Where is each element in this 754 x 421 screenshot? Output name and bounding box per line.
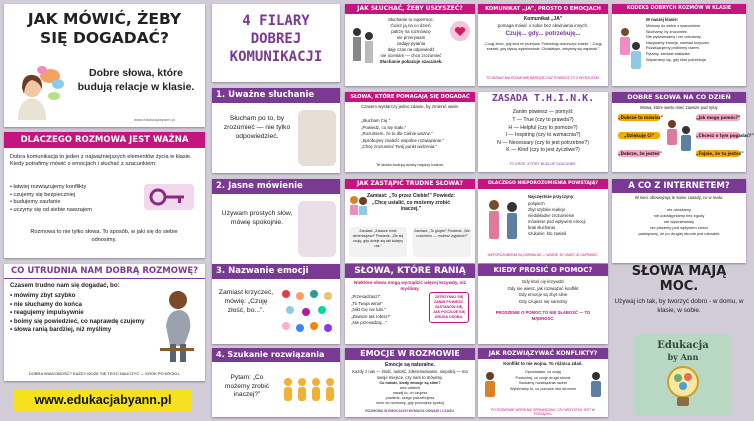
good-words-intro: Słowa, które warto mieć zawsze pod ręką: <box>639 105 719 110</box>
helpful-words-footer: Te słowa budują mosty między ludźmi. <box>375 162 445 167</box>
title-card <box>4 4 205 127</box>
good-words-card <box>612 92 754 172</box>
girl-illustration <box>10 62 66 120</box>
think-card <box>478 92 608 172</box>
pillars-title-card <box>212 4 340 82</box>
replace-words-text: Zamiast: „To przez Ciebie!” Powiedz: „Chcę ustalić, co możemy zrobić inaczej.” <box>367 193 455 212</box>
pillars-title: 4 FILARY DOBREJ KOMUNIKACJI <box>229 13 323 65</box>
hurtful-words-header: SŁOWA, KTÓRE RANIĄ <box>345 264 475 278</box>
i-message-line1: Komunikat „JA” <box>523 16 563 22</box>
helpful-words-lines: „Słucham Cię.” „Powiedz, co się stało.” „Rozumiem, że to dla Ciebie ważne.” „Spróbujmy znaleźć wspólne rozwiązanie.” „Chcę zrozumieć Twój punkt widzenia.” <box>361 118 444 149</box>
hurtful-words-note: ZATRZYMAJ SIĘ ZANIM POWIESZ. ZASTANÓW SIĘ, JAK POCZUJE SIĘ DRUGA OSOBA. <box>429 292 469 323</box>
list-item: • uczymy się od siebie nawzajem <box>10 206 92 213</box>
pillar-2-card <box>212 179 340 264</box>
power-words-text: Używaj ich tak, by tworzyć dobro - w domu, w klasie, w sobie. <box>614 298 744 314</box>
arguing-people-icon <box>484 195 522 247</box>
phrase-chip: „Chcesz o tym pogadać?” <box>696 133 754 138</box>
code-header: KODEKS DOBRYCH ROZMÓW W KLASIE <box>612 4 746 14</box>
emotions-list: Co mówić, kiedy emocje są silne? weź oddech nazwij to, co czujesz powiedz, czego potrzebujesz wróć do rozmowy, gdy poczujesz spokój <box>376 381 444 405</box>
replace-words-card <box>345 179 475 263</box>
list-item: • słowa ranią bardziej, niż myślimy <box>10 326 112 333</box>
key-icon <box>144 184 194 210</box>
think-header: ZASADA T.H.I.N.K. <box>478 92 608 106</box>
sad-child-illustration <box>154 286 199 366</box>
heart-bubble-icon <box>449 20 471 42</box>
pillar-4-text: Pytam: „Co możemy zrobić inaczej?” <box>224 374 270 398</box>
phrase-chip: „Dobrze to mówisz” <box>618 115 664 120</box>
phrase-chip: „Dobrze, że jesteś” <box>618 151 663 156</box>
pillar-4-card <box>212 348 340 417</box>
why-bullets <box>10 184 140 214</box>
replace-bubble-1: Zamiast: „Zawsze mnie denerwujesz!” Powiedz: „Źle się czuję, gdy dzieje się tak kolejny raz.” <box>349 227 407 257</box>
children-reading-icon <box>616 22 644 78</box>
resolve-conflicts-card <box>478 348 608 417</box>
code-intro: W naszej klasie: <box>646 17 679 22</box>
code-card <box>612 4 746 86</box>
i-message-examples: „Czuję złość, gdy ktoś mi przerywa. Potrzebuję dokończyć zdanie.” „Czuję smutek, gdy słyszę wyśmiewanie. Chciałabym, żebyśmy się wspierali.” <box>484 42 602 51</box>
two-people-icon <box>349 22 377 78</box>
pillar-2-title: 2. Jasne mówienie <box>212 179 340 194</box>
brand-logo <box>634 334 732 416</box>
hurtful-words-intro: Niektóre słowa mogą wyrządzić więcej krzywdy, niż myślimy. <box>354 280 466 291</box>
phrase-chip: „Jak mogę pomóc?” <box>696 115 741 120</box>
main-title: JAK MÓWIĆ, ŻEBY SIĘ DOGADAĆ? <box>27 10 182 47</box>
think-intro: Zanim powiesz — pomyśl: <box>512 109 574 115</box>
i-message-footer: TO WZMACNIA ROZMOWĘ BARDZIEJ NIŻ POWIEDZ TO Z WYRZUTEM. <box>486 76 600 80</box>
ask-help-header: KIEDY PROSIĆ O POMOC? <box>478 264 608 276</box>
resolve-header: JAK ROZWIĄZYWAĆ KONFLIKTY? <box>478 348 608 359</box>
site-banner[interactable]: www.edukacjabyann.pl <box>14 389 192 411</box>
think-lines: T — True (czy to prawda?) H — Helpful (czy to pomoże?) I — Inspiring (czy to wzmacnia?) N — Necessary (czy to jest potrzebne?) K — Kind (czy to jest życzliwe?) <box>497 117 589 153</box>
code-lines: Mówimy do siebie z szacunkiem. Słuchamy, by zrozumieć. Nie wyśmiewamy i nie oceniamy. Nazywamy emocje, zamiast krzyczeć. Rozwiązujemy problemy razem. Pytamy, zamiast zakładać. Wspieramy się, gdy ktoś potrzebuje. <box>646 24 710 62</box>
pillar-1-text: Słucham po to, by zrozumieć — nie tylko odpowiedzieć. <box>223 115 291 140</box>
phrase-chip: „Fajnie, że tu jesteś” <box>696 151 744 156</box>
title-subtitle: Dobre słowa, które budują relacje w klasie. <box>77 67 195 93</box>
internet-header: A CO Z INTERNETEM? <box>612 179 746 193</box>
misunderstandings-lines: pośpiech zbyt szybkie reakcje niedokładne zrozumienie mówienie pod wpływem emocji brak słuchania szukanie, kto zawinił <box>528 201 586 236</box>
misunderstandings-intro: Najczęstsze przyczyny: <box>528 194 575 199</box>
list-item: • czujemy się bezpieczniej <box>10 191 76 198</box>
i-message-line3: Czuję... gdy... potrzebuję... <box>505 31 581 37</box>
pillar-1-title: 1. Uważne słuchanie <box>212 88 340 103</box>
ask-help-lines: Gdy ktoś cię krzywdzi Gdy nie wiesz, jak rozwiązać konflikt Gdy emocje są zbyt silne Gdy czujesz się samotny <box>507 279 579 304</box>
ask-help-card <box>478 264 608 344</box>
listening-lines: Słuchanie to supermoc. Ćwicz ją na co dzień: patrzę na rozmówcę nie przerywam zadaję pytania daję czas na odpowiedź nie oceniam — chcę zrozumieć Słuchanie pokazuje szacunek. <box>379 17 443 64</box>
helpful-words-card <box>345 92 475 172</box>
logo-line2: by Ann <box>667 352 699 362</box>
emotions-intro: Emocje są naturalne. <box>384 362 436 368</box>
pillar-2-text: Używam prostych słów, mówię spokojnie. <box>221 210 293 226</box>
obstacles-intro: Czasem trudno nam się dogadać, bo: <box>10 282 120 289</box>
emotion-people-icon <box>278 286 336 338</box>
list-item: • reagujemy impulsywnie <box>10 309 84 316</box>
resolve-lead: Konflikt to nie wojna. To różnica zdań. <box>503 361 583 366</box>
pillar-3-card <box>212 264 340 344</box>
misunderstandings-card <box>478 179 608 263</box>
i-message-header: KOMUNIKAT „JA”, PROSTO O EMOCJACH <box>478 4 608 14</box>
emotions-text: Każdy z nas — złość, radość, zdenerwowanie, niepokój — ma swoje miejsce, czy nam to mówimy. <box>352 369 468 380</box>
helpful-words-intro: Czasem wystarczy jedno zdanie, by zmienić wiele: <box>360 104 460 109</box>
think-footer: TO KROK, KTÓRY BUDUJE SZACUNEK. <box>509 162 577 166</box>
internet-lines: nie obrażamy nie udostępniamy bez zgody nie wyśmiewamy nie piszemy pod wpływem złości pamiętamy, że po drugiej stronie jest człowiek <box>638 207 720 236</box>
hurtful-words-card <box>345 264 475 344</box>
replace-words-header: JAK ZASTĄPIĆ TRUDNE SŁOWA? <box>345 179 475 189</box>
i-message-card <box>478 4 608 86</box>
list-item: • nie słuchamy do końca <box>10 300 82 308</box>
why-intro: Dobra komunikacja to jeden z najważniejszych elementów życia w klasie. Kiedy potrafimy mówić o emocjach i słuchać z szacunkiem: <box>10 154 192 167</box>
talking-girls-icon <box>347 193 369 217</box>
child-right-icon <box>588 370 604 406</box>
power-words-panel <box>612 264 746 330</box>
list-item: • budujemy zaufanie <box>10 199 61 205</box>
misunderstandings-header: DLACZEGO NIEPOROZUMIENIA POWSTAJĄ? <box>478 179 608 189</box>
emotions-header: EMOCJE W ROZMOWIE <box>345 348 475 360</box>
logo-line1: Edukacja <box>657 340 709 351</box>
emotions-card <box>345 348 475 417</box>
helpful-words-header: SŁOWA, KTÓRE POMAGAJĄ SIĘ DOGADAĆ <box>345 92 475 102</box>
pillar-1-card <box>212 88 340 173</box>
listening-people-illustration <box>298 110 336 166</box>
obstacles-footer: DOBRA WIADOMOŚĆ? KAŻDY MOŻE SIĘ TEGO NAUCZYĆ — KROK PO KROKU. <box>28 371 181 376</box>
good-words-header: DOBRE SŁOWA NA CO DZIEŃ <box>612 92 746 103</box>
misunderstandings-footer: NIEPOROZUMIENIA SĄ NORMALNE — WAŻNE, BY UMIEĆ JE NAPRAWIĆ. <box>487 253 599 257</box>
listening-card <box>345 4 475 86</box>
resolve-footer: PO ROZMOWIE WSPÓLNIE SPRAWDZAMY, CZY WSZYSTKO JEST W PORZĄDKU. <box>491 408 595 416</box>
emotions-footer: ROZMOWA W EMOCJACH WYMAGA ODWAGI I CZASU. <box>365 409 455 413</box>
hurtful-words-lines: „Przesadzasz!” „To Twoja wina!” „Nikt Cię nie lubi.” „Zawsze tak robisz!” „Nie przesadzaj...” <box>351 294 391 325</box>
why-header: DLACZEGO ROZMOWA JEST WAŻNA <box>4 132 205 148</box>
why-closing: Rozmowa to nie tylko słowa. To sposób, w jaki się do siebie odnosimy. <box>30 229 178 243</box>
why-conversation-card <box>4 132 205 258</box>
pillar-3-text: Zamiast krzyczeć, mówię: „Czuję złość, bo...”. <box>218 289 274 314</box>
child-left-icon <box>482 370 498 406</box>
internet-card <box>612 179 746 263</box>
speaking-people-illustration <box>298 201 336 257</box>
ask-help-note: PROSZENIE O POMOC TO NIE SŁABOŚĆ — TO MĄDROŚĆ. <box>495 310 591 321</box>
pillar-3-title: 3. Nazwanie emocji <box>212 264 340 279</box>
pillar-4-title: 4. Szukanie rozwiązania <box>212 348 340 362</box>
obstacles-header: CO UTRUDNIA NAM DOBRĄ ROZMOWĘ? <box>4 264 205 279</box>
list-item: • boimy się powiedzieć, co naprawdę czujemy <box>10 317 145 325</box>
lightbulb-tree-icon <box>664 364 702 410</box>
resolve-steps: Opowiadam, co czuję Posłuchaj, co czuje druga strona Szukamy rozwiązania razem Wybieramy to, co pomoże obu stronom <box>509 370 577 391</box>
obstacles-card <box>4 264 205 381</box>
list-item: • łatwiej rozwiązujemy konflikty <box>10 184 87 190</box>
phrase-chip: „Dziękuję Ci” <box>618 132 660 139</box>
children-group-icon <box>664 116 694 164</box>
replace-bubble-2: Zamiast: „To głupie!” Powiedz: „Nie rozumiem — możesz wyjaśnić?” <box>413 227 471 257</box>
obstacles-bullets <box>10 292 145 335</box>
listening-header: JAK SŁUCHAĆ, ŻEBY USŁYSZEĆ? <box>345 4 475 14</box>
title-site: www.edukacjabyann.pl <box>134 117 175 122</box>
power-words-title: SŁOWA MAJĄ MOC. <box>631 264 727 294</box>
list-item: • mówimy zbyt szybko <box>10 292 76 299</box>
i-message-line2: pomaga mówić o sobie bez obwiniania innych. <box>497 23 589 28</box>
internet-intro: W sieci obowiązują te same zasady, co w realu: <box>634 195 724 200</box>
group-people-icon <box>280 370 336 410</box>
